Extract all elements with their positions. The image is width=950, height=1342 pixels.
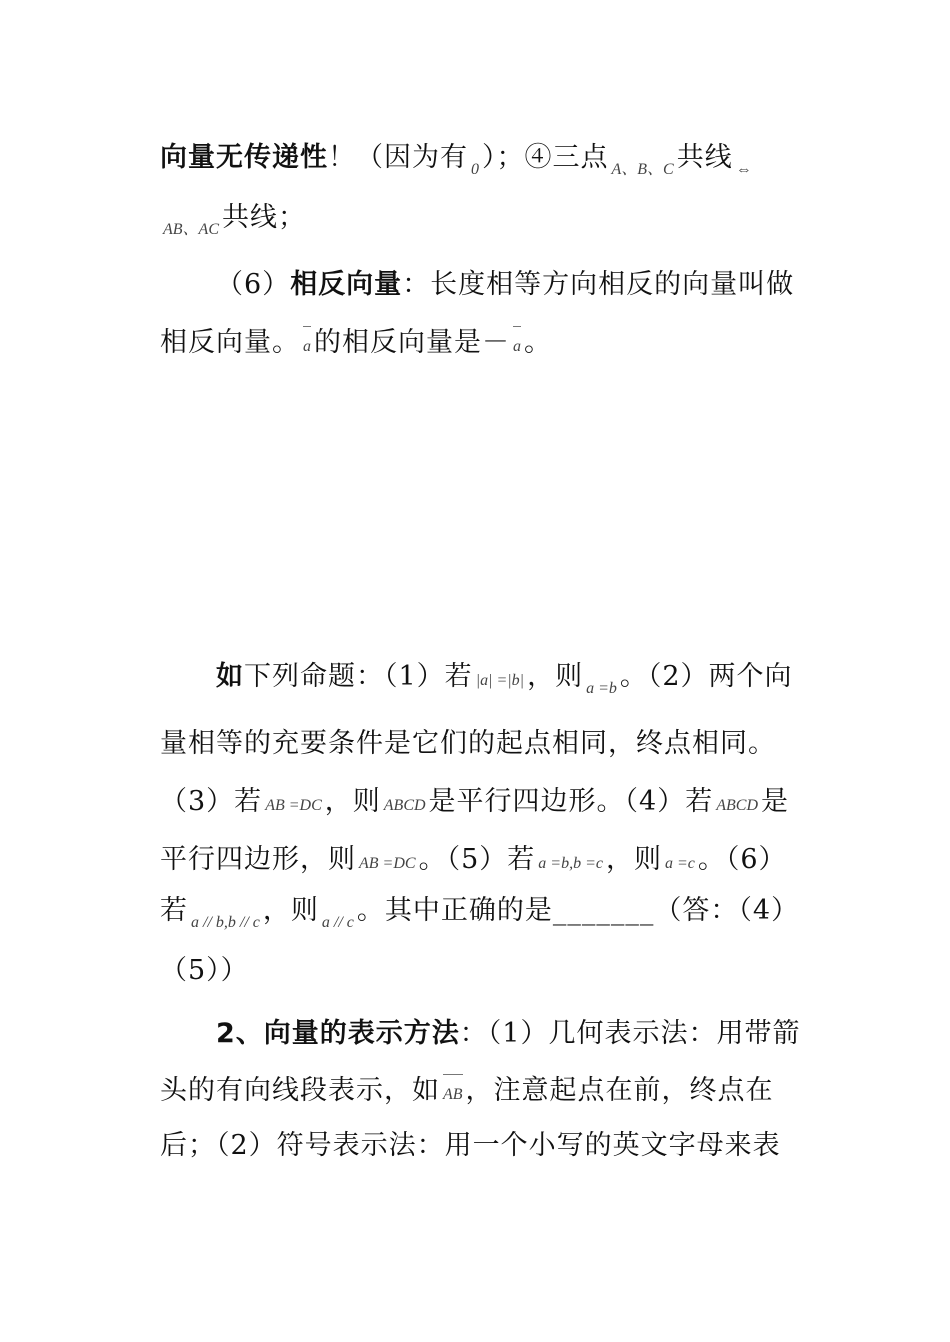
math-expression: a =b (586, 680, 617, 697)
text-line (160, 724, 796, 764)
text-run: 。（2）两个向 (619, 661, 793, 692)
text-run: 的相反向量是－ (314, 327, 510, 358)
text-run: ，则 (605, 844, 662, 875)
math-expression: AB、AC (163, 221, 219, 238)
text-run: ，则 (324, 786, 381, 817)
math-expression: ABCD (716, 797, 759, 814)
math-expression: a =c (664, 855, 695, 872)
text-run: 后；（2）符号表示法：用一个小写的英文字母来表 (160, 1130, 781, 1161)
text-run: ）；④三点 (482, 142, 609, 173)
text-run: 量相等的充要条件是它们的起点相同，终点相同。 (160, 728, 776, 759)
text-line (160, 323, 796, 367)
text-run: 头的有向线段表示，如 (160, 1075, 440, 1106)
text-run: ！（因为有 (328, 142, 468, 173)
text-run: 相反向量。 (160, 327, 300, 358)
math-expression: a // b,b // c (191, 914, 260, 931)
math-expression: a =b,b =c (538, 855, 603, 872)
text-run: 。其中正确的是_______（答：（4） (356, 895, 800, 926)
math-expression: 0 (471, 161, 479, 178)
text-run: 。 (524, 327, 552, 358)
text-run: （3）若 (160, 786, 263, 817)
math-expression: ⇔ (735, 161, 752, 178)
text-line (160, 951, 796, 991)
text-run: 是平行四边形。（4）若 (428, 786, 714, 817)
text-line (160, 198, 796, 242)
text-run: 共线 (676, 142, 733, 173)
bold-term: 相反向量 (290, 269, 403, 300)
text-line (216, 657, 852, 701)
bold-term: 向量无传递性 (160, 142, 328, 173)
math-expression: ABCD (383, 797, 426, 814)
math-expression: |a| =|b| (475, 672, 525, 689)
text-run: 。（6） (697, 844, 787, 875)
text-run: ：长度相等方向相反的向量叫做 (402, 269, 795, 300)
bold-term: 如 (216, 661, 244, 692)
math-expression: AB =DC (359, 855, 416, 872)
text-line (160, 1126, 796, 1166)
text-line (160, 138, 796, 182)
text-line (216, 1014, 852, 1054)
text-run: 平行四边形，则 (160, 844, 356, 875)
math-expression: AB =DC (265, 797, 322, 814)
math-expression: a // c (321, 914, 354, 931)
vector-symbol: AB (440, 1075, 466, 1115)
bold-term: 2、向量的表示方法 (216, 1018, 460, 1049)
vector-symbol: a (510, 327, 524, 367)
text-line (160, 840, 796, 884)
vector-symbol: a (300, 327, 314, 367)
text-run: 共线； (222, 202, 306, 233)
text-line (160, 782, 796, 826)
text-line (160, 1071, 796, 1115)
text-run: 若 (160, 895, 188, 926)
text-run: 。（5）若 (418, 844, 536, 875)
math-expression: A、B、C (611, 161, 674, 178)
text-run: （5）） (160, 955, 249, 986)
text-run: ：（1）几何表示法：用带箭 (459, 1018, 801, 1049)
text-run: 是 (761, 786, 790, 817)
text-line (216, 265, 852, 305)
text-line (160, 891, 800, 935)
text-run: ，注意起点在前，终点在 (465, 1075, 774, 1106)
text-run: ，则 (262, 895, 319, 926)
text-run: 下列命题：（1）若 (244, 661, 473, 692)
text-run: （6） (216, 269, 291, 300)
text-run: ，则 (527, 661, 584, 692)
